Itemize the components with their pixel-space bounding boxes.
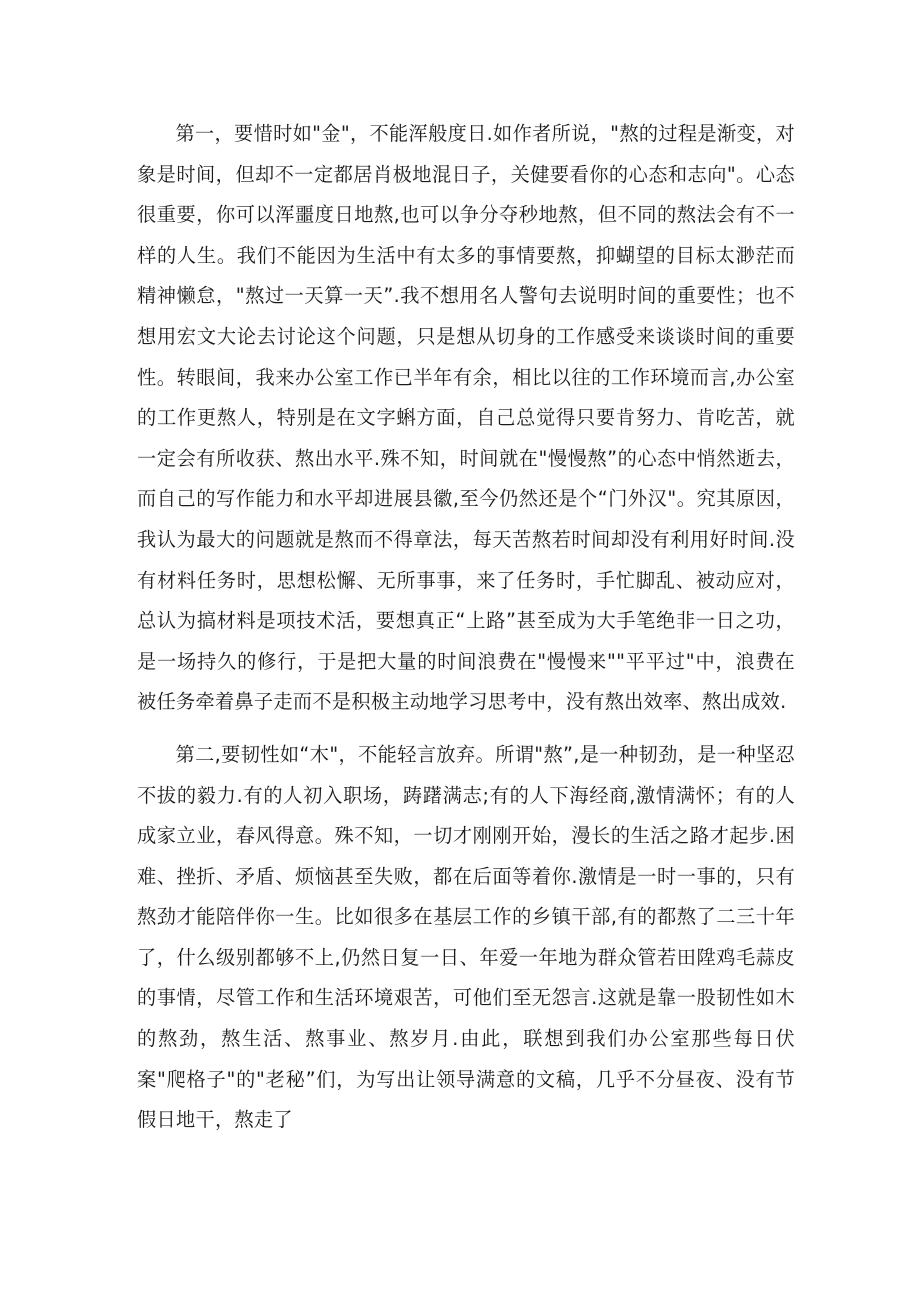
paragraph-1: 第一，要惜时如"金"，不能浑般度日.如作者所说，"熬的过程是渐变，对象是时间，但却不一定都居肖极地混日子，关健要看你的心态和志向"。心态很重要，你可以浑噩度日地熬,也可以争分夺秒地熬，但不同的熬法会有不一样的人生。我们不能因为生活中有太多的事情要熬，抑蝴望的目标太渺茫而精神懒怠，"熬过一天算一天”.我不想用名人警句去说明时间的重要性；也不想用宏文大论去讨论这个问题，只是想从切身的工作感受来谈谈时间的重要性。转眼间，我来办公室工作已半年有余，相比以往的工作环境而言,办公室的工作更熬人，特别是在文字蝌方面，自己总觉得只要肯努力、肯吃苦，就一定会有所收获、熬出水平.殊不知，时间就在"慢慢熬”的心态中悄然逝去，而自己的写作能力和水平却进展县徽,至今仍然还是个“门外汉"。究其原因，我认为最大的问题就是熬而不得章法，每天苦熬若时间却没有利用好时间.没有材料任务时，思想松懈、无所事事，来了任务时，手忙脚乱、被动应对，总认为搞材料是项技术活，要想真正“上路”甚至成为大手笔绝非一日之功，是一场持久的修行，于是把大量的时间浪费在"慢慢来""平平过"中，浪费在被任务牵着鼻子走而不是积极主动地学习思考中，没有熬出效率、熬出成效. — [137, 122, 795, 714]
document-body — [137, 114, 795, 1141]
paragraph-2: 第二,要韧性如“木"，不能轻言放弃。所谓"熬”,是一种韧劲，是一种坚忍不拔的毅力.有的人初入职场，踌躇满志;有的人下海经商,激情满怀；有的人成家立业，春风得意。殊不知，一切才刚刚开始，漫长的生活之路才起步.困难、挫折、矛盾、烦恼甚至失败，都在后面等着你.激情是一时一事的，只有熬劲才能陪伴你一生。比如很多在基层工作的乡镇干部,有的都熬了二三十年了，什么级别都够不上,仍然日复一日、年爱一年地为群众管若田陞鸡毛蒜皮的事情，尽管工作和生活环境艰苦，可他们至无怨言.这就是靠一股韧性如木的熬劲，熬生活、熬事业、熬岁月.由此，联想到我们办公室那些每日伏案"爬格子"的"老秘”们，为写出让领导满意的文稿，几乎不分昼夜、没有节假日地干，熬走了 — [137, 742, 795, 1132]
